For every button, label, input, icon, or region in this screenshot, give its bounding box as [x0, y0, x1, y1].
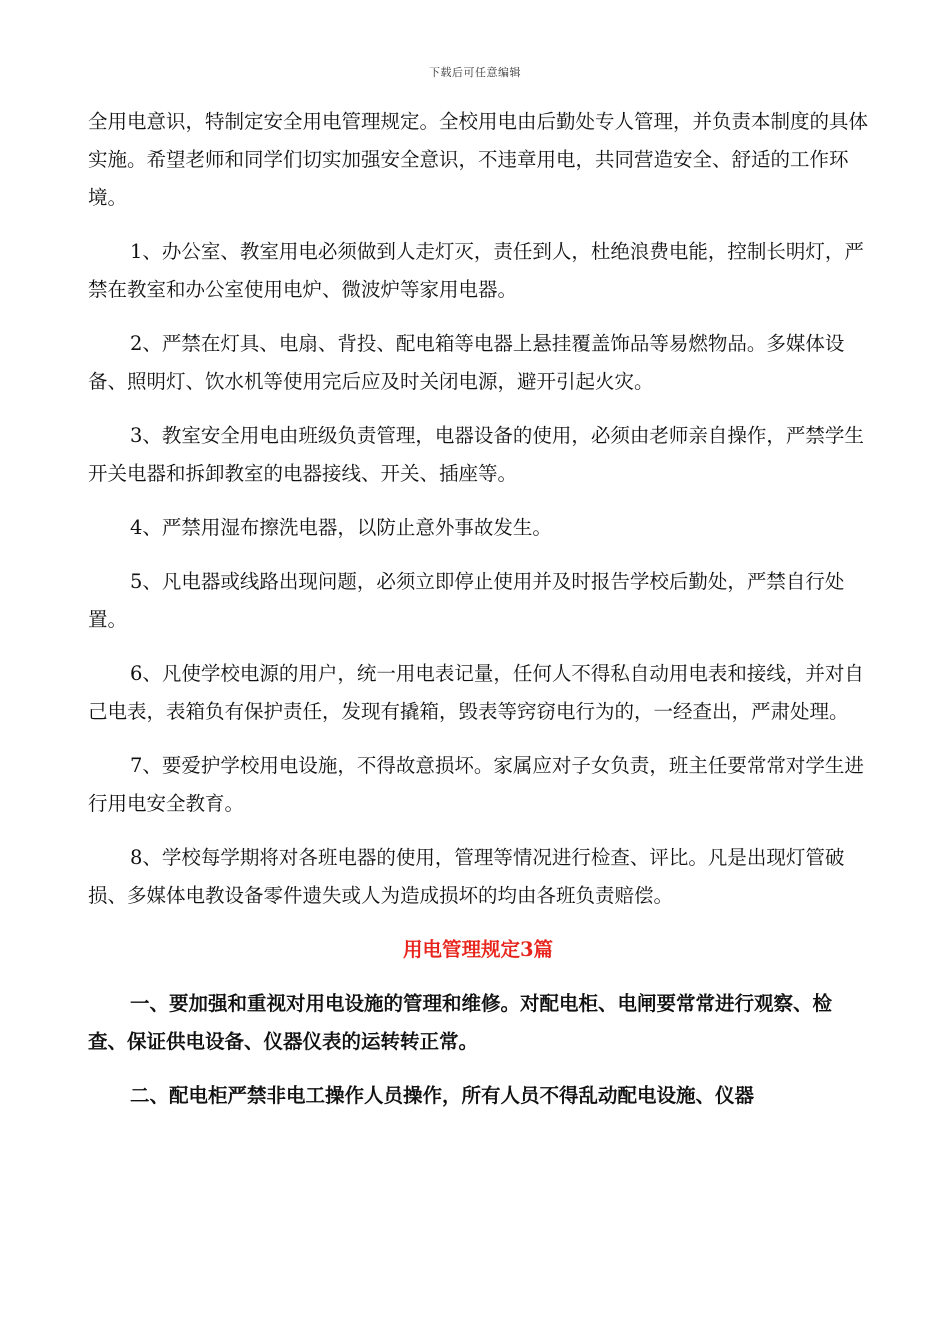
rule-paragraph-4: 4、严禁用湿布擦洗电器，以防止意外事故发生。	[130, 516, 552, 539]
rule-paragraph-1: 1、办公室、教室用电必须做到人走灯灭，责任到人，杜绝浪费电能，控制长明灯，严禁在教室和办公室使用电炉、微波炉等家用电器。	[88, 240, 864, 301]
section-paragraph-2: 二、配电柜严禁非电工操作人员操作，所有人员不得乱动配电设施、仪器	[130, 1084, 755, 1107]
rule-paragraph-6: 6、凡使学校电源的用户，统一用电表记量，任何人不得私自动用电表和接线，并对自己电表，表箱负有保护责任，发现有撬箱，毁表等窍窃电行为的，一经查出，严肃处理。	[88, 662, 864, 723]
rule-paragraph-8: 8、学校每学期将对各班电器的使用，管理等情况进行检查、评比。凡是出现灯管破损、多媒体电教设备零件遗失或人为造成损坏的均由各班负责赔偿。	[88, 846, 845, 907]
rule-paragraph-2: 2、严禁在灯具、电扇、背投、配电箱等电器上悬挂覆盖饰品等易燃物品。多媒体设备、照明灯、饮水机等使用完后应及时关闭电源，避开引起火灾。	[88, 332, 845, 393]
document-body	[88, 103, 868, 1131]
rule-paragraph-5: 5、凡电器或线路出现问题，必须立即停止使用并及时报告学校后勤处，严禁自行处置。	[88, 570, 845, 631]
rule-paragraph-7: 7、要爱护学校用电设施，不得故意损坏。家属应对子女负责，班主任要常常对学生进行用电安全教育。	[88, 754, 864, 815]
page-header: 下载后可任意编辑	[429, 66, 521, 79]
section-paragraph-1: 一、要加强和重视对用电设施的管理和维修。对配电柜、电闸要常常进行观察、检查、保证供电设备、仪器仪表的运转转正常。	[88, 992, 833, 1053]
rule-paragraph-3: 3、教室安全用电由班级负责管理，电器设备的使用，必须由老师亲自操作，严禁学生开关电器和拆卸教室的电器接线、开关、插座等。	[88, 424, 864, 485]
section-title: 用电管理规定3篇	[402, 938, 554, 961]
intro-paragraph: 全用电意识，特制定安全用电管理规定。全校用电由后勤处专人管理，并负责本制度的具体实施。希望老师和同学们切实加强安全意识，不违章用电，共同营造安全、舒适的工作环境。	[88, 110, 869, 209]
